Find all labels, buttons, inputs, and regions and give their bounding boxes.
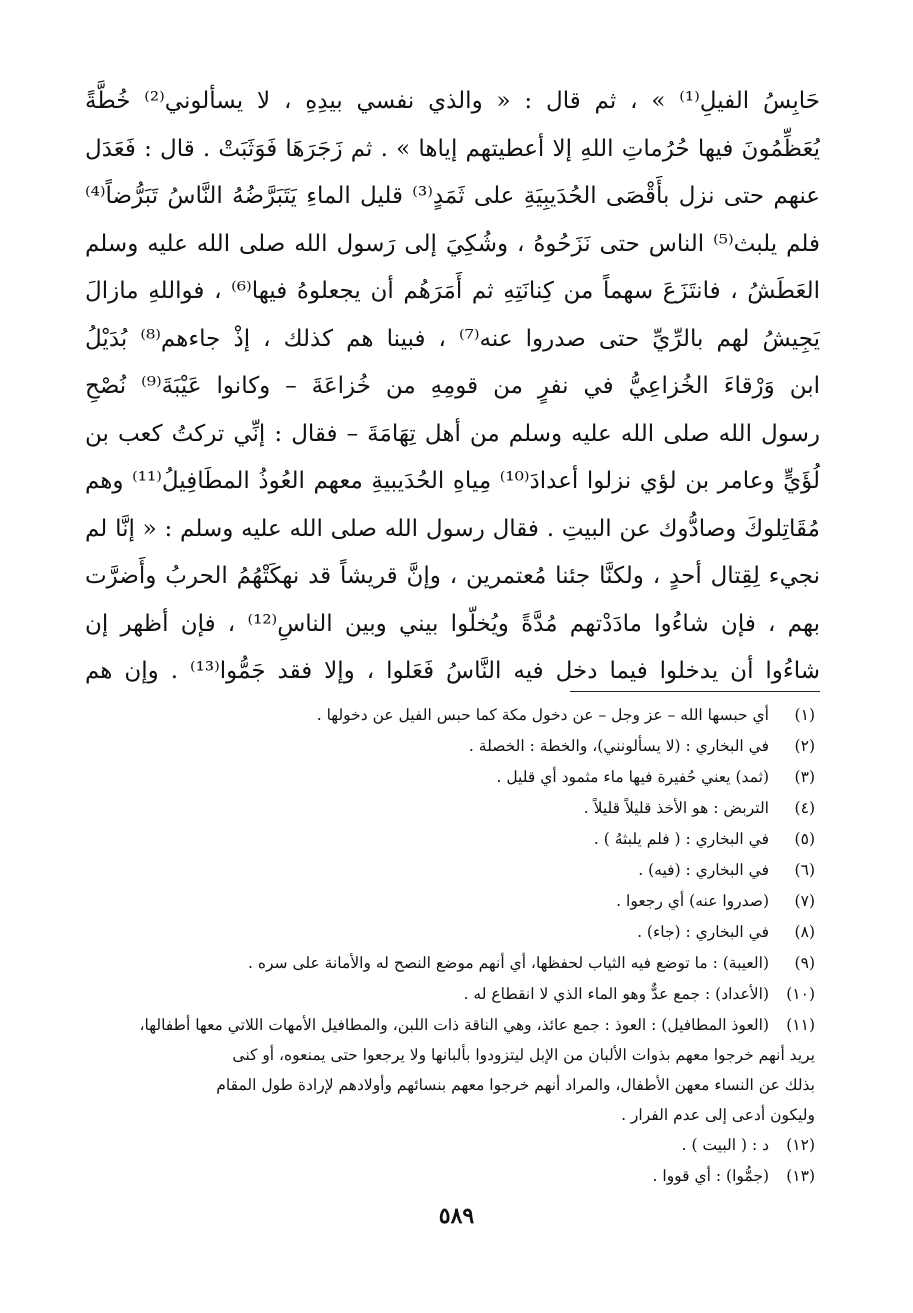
footnote-number: (٩) [794, 954, 815, 972]
footnote-number: (١٠) [786, 985, 815, 1003]
footnote-continuation: وليكون أدعى إلى عدم الفرار . [621, 1106, 815, 1124]
footnote-continuation: بذلك عن النساء معهن الأطفال، والمراد أنهم خرجوا معهم بنسائهم وأولادهم لإرادة طول المقام [216, 1076, 815, 1094]
footnote [95, 948, 815, 979]
footnote [95, 1130, 815, 1161]
text-line: نجيء لِقِتال أحدٍ ، ولكنَّا جئنا مُعتمرين ، وإنَّ قريشاً قد نهكَتْهُمُ الحربُ وأَضرَّت [85, 563, 820, 589]
footnote-number: (٧) [794, 892, 815, 910]
footnote [95, 762, 815, 793]
text-line: فلم يلبث⁽⁵⁾ الناس حتى نَزَحُوهُ ، وشُكِيَ إلى رَسول الله صلى الله عليه وسلم [85, 230, 820, 257]
footnote-number: (٤) [794, 799, 815, 817]
footnote-text: في البخاري : (لا يسألونني)، والخطة : الخصلة . [468, 737, 769, 755]
footnote-number: (٢) [794, 737, 815, 755]
footnote-number: (١) [794, 706, 815, 724]
footnote-text: في البخاري : ( فلم يلبثهُ ) . [593, 830, 769, 848]
footnote-text: في البخاري : (جاء) . [637, 923, 769, 941]
footnotes [95, 700, 815, 1192]
footnote-text: في البخاري : (فيه) . [638, 861, 769, 879]
footnote-number: (١٣) [786, 1167, 815, 1185]
text-line: مُقَاتِلوكَ وصادُّوك عن البيتِ . فقال رسول الله صلى الله عليه وسلم : « إنَّا لم [85, 515, 820, 542]
text-line: عنهم حتى نزل بأَقْصَى الحُدَيبِيَةِ على ثَمَدٍ⁽³⁾ قليل الماءِ يَتَبَرَّضُهُ النَّاسُ تَبَرُّضاً⁽⁴⁾ [85, 183, 820, 209]
footnote [95, 700, 815, 731]
footnote-text: (جمُّوا) : أي قووا . [652, 1167, 769, 1185]
footnote [95, 855, 815, 886]
text-line: شاءُوا أن يدخلوا فيما دخل فيه النَّاسُ فَعَلوا ، وإلا فقد جَمُّوا⁽¹³⁾ . وإن هم [85, 658, 820, 684]
footnote-number: (١٢) [786, 1136, 815, 1154]
footnote-number: (٣) [794, 768, 815, 786]
footnote [95, 1010, 815, 1130]
text-line: حَابِسُ الفيلِ⁽¹⁾ » ، ثم قال : « والذي نفسي بيدِهِ ، لا يسألوني⁽²⁾ خُطَّةً [85, 88, 820, 114]
footnote-text: د : ( البيت ) . [681, 1136, 769, 1154]
footnote [95, 1161, 815, 1192]
text-line: رسول الله صلى الله عليه وسلم من أهل تِهَامَةَ – فقال : إنِّي تركتُ كعب بن [85, 420, 820, 447]
footnote-text: (العوذ المطافيل) : العوذ : جمع عائذ، وهي الناقة ذات اللبن، والمطافيل الأمهات اللاتي معها أطفالها، [139, 1016, 769, 1034]
footnote-number: (١١) [786, 1016, 815, 1034]
footnote-text: (صدروا عنه) أي رجعوا . [616, 892, 769, 910]
text-line: يُعَظِّمُونَ فيها حُرُماتِ اللهِ إلا أعطيتهم إياها » . ثم زَجَرَهَا فَوَثَبَتْ . قال : فَعَدَل [85, 135, 820, 162]
text-line: لُؤَيٍّ وعامر بن لؤي نزلوا أعدادَ⁽¹⁰⁾ مِياهِ الحُدَيبيةِ معهم العُوذُ المطَافِيلُ⁽¹¹⁾ وهم [85, 468, 820, 494]
footnote [95, 886, 815, 917]
main-text [85, 78, 820, 696]
footnote-text: (ثمد) يعني حُفيرة فيها ماء مثمود أي قليل . [496, 768, 769, 786]
footnote [95, 731, 815, 762]
text-line: يَجِيشُ لهم بالرِّيِّ حتى صدروا عنه⁽⁷⁾ ، فبينا هم كذلك ، إذْ جاءهم⁽⁸⁾ بُدَيْلُ [85, 325, 820, 352]
footnote-number: (٦) [794, 861, 815, 879]
footnote [95, 793, 815, 824]
footnote-number: (٨) [794, 923, 815, 941]
footnote-separator [570, 691, 820, 692]
footnote-text: (الأعداد) : جمع عدٌّ وهو الماء الذي لا انقطاع له . [463, 985, 769, 1003]
footnote [95, 917, 815, 948]
footnote [95, 824, 815, 855]
footnote-text: أي حبسها الله – عز وجل – عن دخول مكة كما حبس الفيل عن دخولها . [316, 706, 769, 724]
text-line: بهم ، فإن شاءُوا مادَدْتهم مُدَّةً ويُخلّوا بيني وبين الناسِ⁽¹²⁾ ، فإن أظهر إن [85, 610, 820, 637]
footnote-continuation: يريد أنهم خرجوا معهم بذوات الألبان من الإبل ليتزودوا بألبانها ولا يرجعوا حتى يمنعوه، أو كنى [232, 1046, 815, 1064]
page-number: ٥٨٩ [438, 1203, 475, 1229]
text-line: العَطَشُ ، فانتَزَعَ سهماً من كِنانَتِهِ ثم أَمَرَهُم أن يجعلوهُ فيها⁽⁶⁾ ، فواللهِ مازالَ [85, 278, 820, 304]
footnote-text: (العيبة) : ما توضع فيه الثياب لحفظها، أي أنهم موضع النصح له والأمانة على سره . [248, 954, 769, 972]
footnote-text: التربض : هو الأخذ قليلاً قليلاً . [583, 799, 769, 817]
text-line: ابن وَرْقاءَ الخُزاعِيُّ في نفرٍ من قومِهِ من خُزاعَةَ – وكانوا عَيْبَةَ⁽⁹⁾ نُصْحِ [85, 373, 820, 399]
footnote [95, 979, 815, 1010]
footnote-number: (٥) [794, 830, 815, 848]
